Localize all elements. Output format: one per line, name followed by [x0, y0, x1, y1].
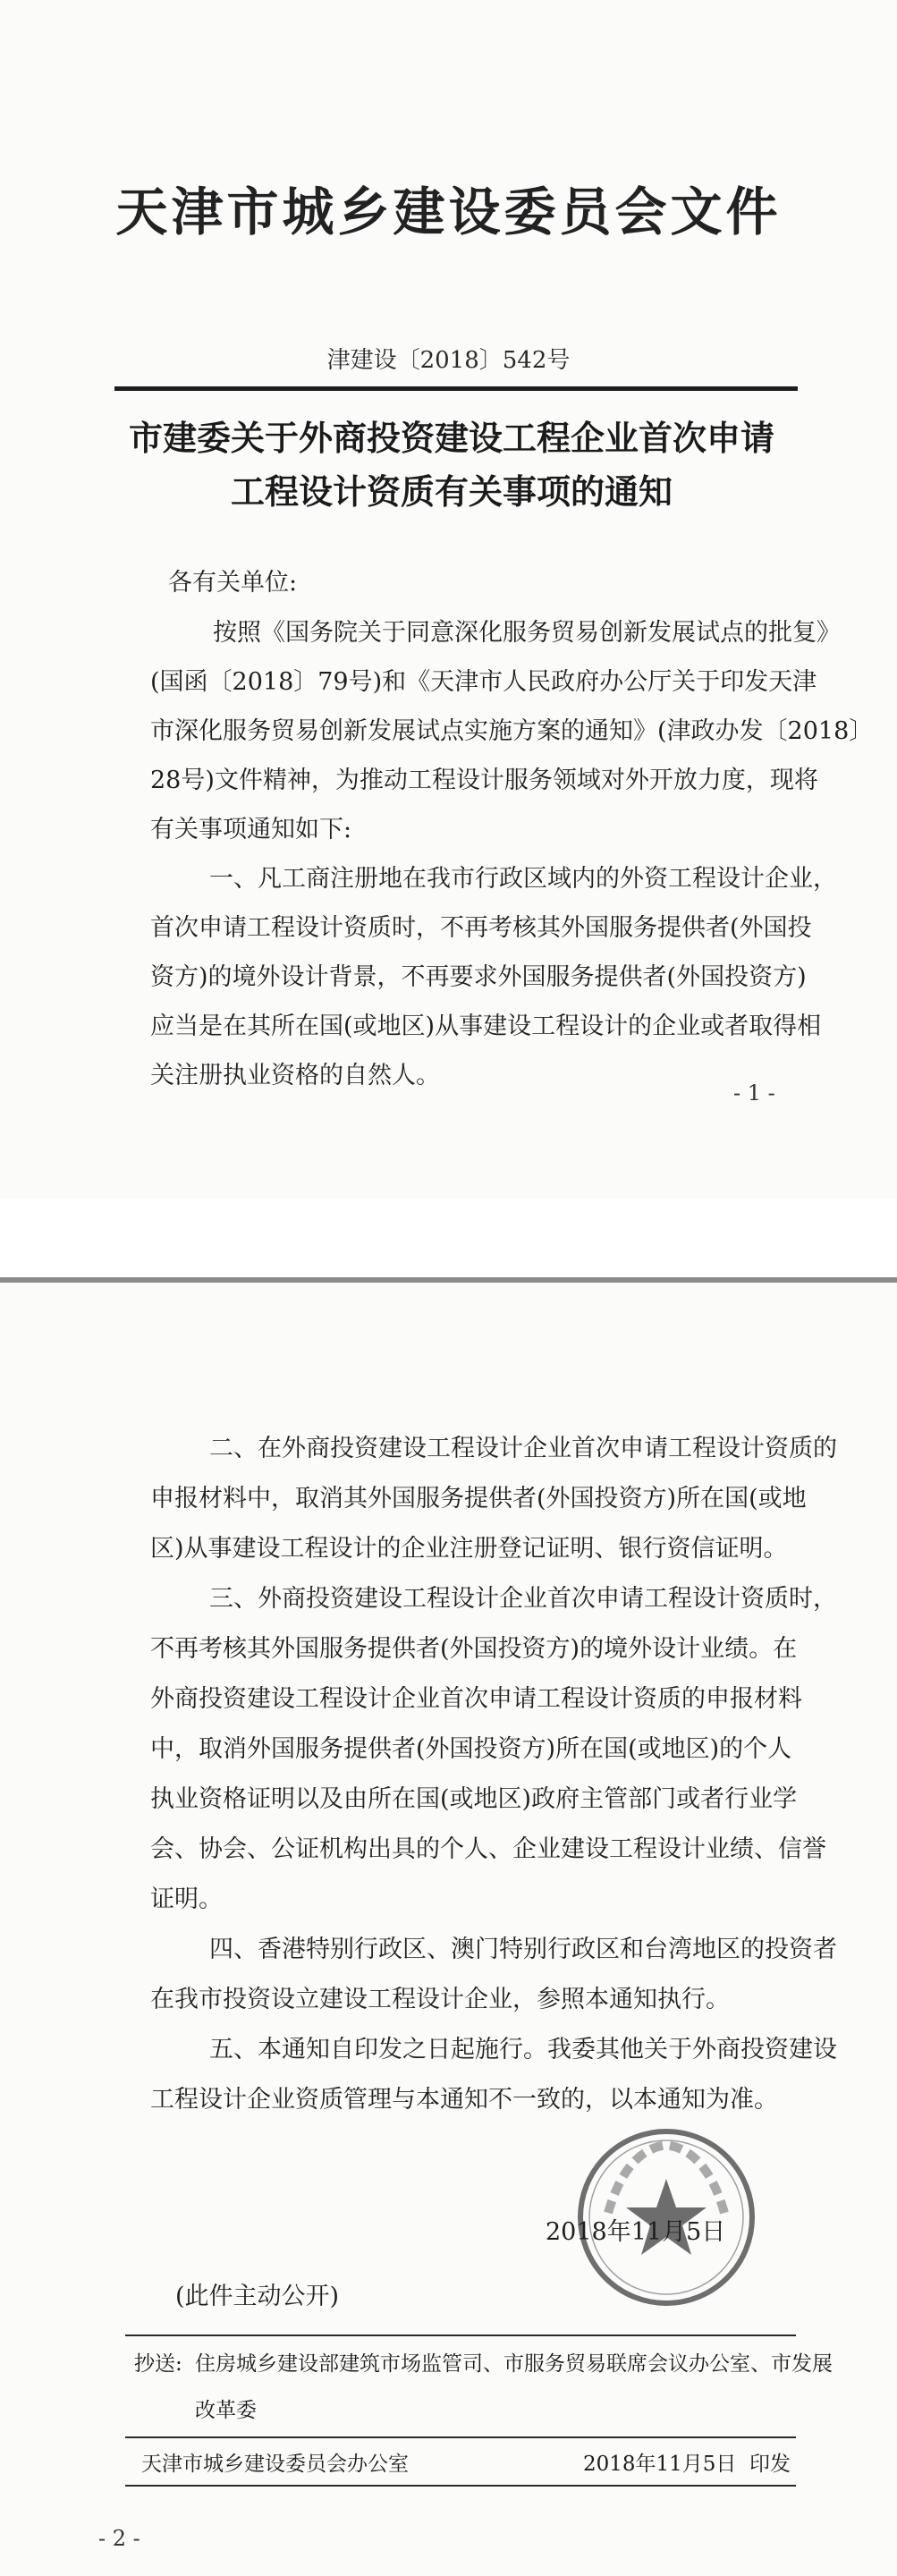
body-line: 关注册执业资格的自然人。 [150, 1062, 440, 1089]
cc-line-2: 改革委 [195, 2399, 257, 2422]
document-page-1 [0, 0, 897, 1199]
body-line: 工程设计企业资质管理与本通知不一致的，以本通知为准。 [150, 2086, 778, 2114]
document-number: 津建设〔2018〕542号 [326, 347, 571, 374]
body-line: 中，取消外国服务提供者(外国投资方)所在国(或地区)的个人 [150, 1735, 792, 1763]
body-line: 三、外商投资建设工程设计企业首次申请工程设计资质时， [209, 1585, 837, 1613]
page-gap [0, 1199, 897, 1281]
body-line: 资方)的境外设计背景，不再要求外国服务提供者(外国投资方) [150, 963, 807, 991]
header-rule [114, 386, 798, 391]
body-line: 市深化服务贸易创新发展试点实施方案的通知》(津政办发〔2018〕 [150, 717, 874, 745]
document-title-line-2: 工程设计资质有关事项的通知 [230, 471, 673, 512]
body-line: 应当是在其所在国(或地区)从事建设工程设计的企业或者取得相 [150, 1013, 822, 1040]
body-line: 会、协会、公证机构出具的个人、企业建设工程设计业绩、信誉 [150, 1835, 826, 1863]
page-number: - 1 - [733, 1080, 775, 1106]
signature-date: 2018年11月5日 [546, 2218, 726, 2246]
body-line: 申报材料中，取消其外国服务提供者(外国投资方)所在国(或地 [150, 1485, 807, 1513]
cc-top-rule [125, 2334, 796, 2336]
body-line: 有关事项通知如下: [150, 816, 352, 843]
salutation: 各有关单位: [168, 569, 298, 597]
body-line: 在我市投资设立建设工程设计企业，参照本通知执行。 [150, 1986, 730, 2013]
body-line: 四、香港特别行政区、澳门特别行政区和台湾地区的投资者 [209, 1936, 837, 1963]
body-line: 二、在外商投资建设工程设计企业首次申请工程设计资质的 [209, 1435, 837, 1462]
cc-line-1: 住房城乡建设部建筑市场监管司、市服务贸易联席会议办公室、市发展 [195, 2352, 833, 2376]
body-line: 区)从事建设工程设计的企业注册登记证明、银行资信证明。 [150, 1535, 788, 1563]
body-line: 28号)文件精神，为推动工程设计服务领域对外开放力度，现将 [150, 767, 818, 794]
document-header: 天津市城乡建设委员会文件 [115, 182, 782, 242]
body-line: 不再考核其外国服务提供者(外国投资方)的境外设计业绩。在 [150, 1635, 798, 1663]
issuer: 天津市城乡建设委员会办公室 [141, 2453, 409, 2476]
body-line: 按照《国务院关于同意深化服务贸易创新发展试点的批复》 [213, 619, 841, 647]
cc-label: 抄送: [134, 2352, 182, 2376]
page-number: - 2 - [98, 2526, 140, 2551]
disclosure-note: (此件主动公开) [175, 2283, 340, 2310]
document-page-2 [0, 1283, 897, 2576]
body-line: 外商投资建设工程设计企业首次申请工程设计资质的申报材料 [150, 1685, 802, 1713]
body-line: 证明。 [150, 1885, 223, 1913]
body-line: 五、本通知自印发之日起施行。我委其他关于外商投资建设 [209, 2036, 837, 2063]
body-line: 执业资格证明以及由所在国(或地区)政府主管部门或者行业学 [150, 1785, 798, 1813]
body-line: (国函〔2018〕79号)和《天津市人民政府办公厅关于印发天津 [150, 668, 817, 696]
issue-date: 2018年11月5日 印发 [583, 2453, 791, 2476]
footer-rule [125, 2485, 796, 2487]
document-title-line-1: 市建委关于外商投资建设工程企业首次申请 [128, 418, 774, 458]
cc-bottom-rule [125, 2436, 796, 2438]
body-line: 一、凡工商注册地在我市行政区域内的外资工程设计企业， [209, 865, 837, 893]
body-line: 首次申请工程设计资质时，不再考核其外国服务提供者(外国投 [150, 914, 812, 942]
